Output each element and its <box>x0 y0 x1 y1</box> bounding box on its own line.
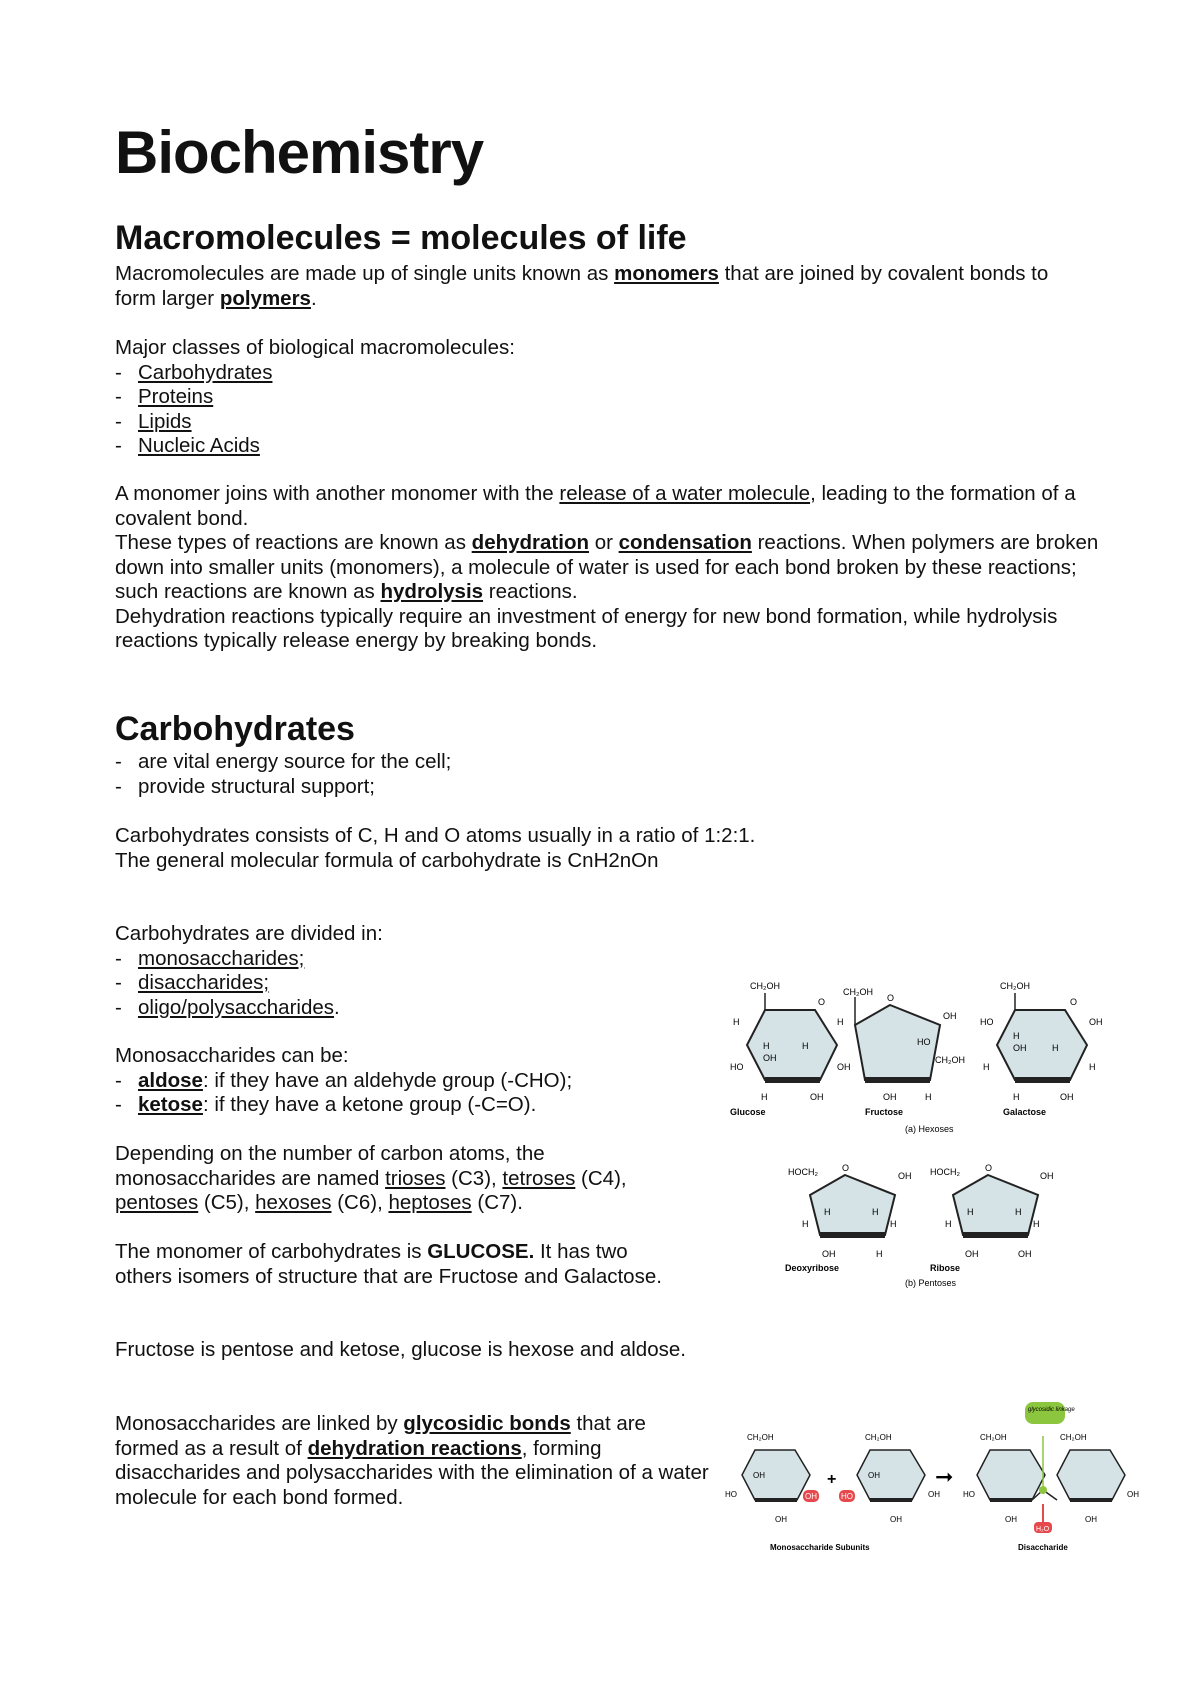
glucose-paragraph: The monomer of carbohydrates is GLUCOSE. It has two others isomers of structure that are Fructose and Galactose. <box>115 1240 662 1288</box>
svg-text:HO: HO <box>963 1490 975 1499</box>
list-item: - are vital energy source for the cell; <box>115 750 451 775</box>
svg-text:OH: OH <box>775 1515 787 1524</box>
svg-text:CH₂OH: CH₂OH <box>843 987 873 997</box>
glucose-label: Glucose <box>730 1107 766 1117</box>
svg-text:OH: OH <box>965 1249 979 1259</box>
svg-text:HO: HO <box>730 1062 744 1072</box>
svg-text:CH₂OH: CH₂OH <box>750 981 780 991</box>
svg-text:OH: OH <box>822 1249 836 1259</box>
list-item: - Lipids <box>115 410 515 435</box>
svg-text:CH₂OH: CH₂OH <box>1060 1433 1087 1442</box>
term-glycosidic-bonds: glycosidic bonds <box>403 1412 571 1435</box>
list-item: - provide structural support; <box>115 775 451 800</box>
list-item: - Nucleic Acids <box>115 434 515 459</box>
list-item: - ketose: if they have a ketone group (-C=O). <box>115 1093 572 1118</box>
svg-text:OH: OH <box>1005 1515 1017 1524</box>
monosaccharide-types: Monosaccharides can be: - aldose: if they have an aldehyde group (-CHO); - ketose: if they have a ketone group (-C=O). <box>115 1044 572 1118</box>
term-monomers: monomers <box>614 262 719 285</box>
svg-text:HO: HO <box>917 1037 931 1047</box>
ribose-label: Ribose <box>930 1263 961 1273</box>
svg-text:OH: OH <box>883 1092 897 1102</box>
reaction-arrow: ➞ <box>935 1464 954 1489</box>
svg-text:H: H <box>733 1017 740 1027</box>
svg-text:HO: HO <box>841 1492 853 1501</box>
macromolecules-intro: Macromolecules are made up of single units known as monomers that are joined by covalent bonds to form larger polymers. <box>115 262 1049 310</box>
svg-text:OH: OH <box>868 1471 880 1480</box>
term-condensation: condensation <box>618 531 752 554</box>
svg-text:O: O <box>985 1163 993 1173</box>
svg-text:OH: OH <box>898 1171 912 1181</box>
svg-text:H: H <box>872 1207 879 1217</box>
pentoses-figure <box>780 1155 1060 1295</box>
disaccharide-figure <box>725 1400 1145 1560</box>
svg-text:OH: OH <box>753 1471 765 1480</box>
hexoses-figure <box>725 975 1145 1135</box>
carbohydrate-composition: Carbohydrates consists of C, H and O atoms usually in a ratio of 1:2:1. The general molecular formula of carbohydrate is CnH2nOn <box>115 824 756 872</box>
svg-text:OH: OH <box>1089 1017 1103 1027</box>
svg-text:H: H <box>876 1249 883 1259</box>
svg-text:O: O <box>1070 997 1078 1007</box>
svg-text:OH: OH <box>1127 1490 1139 1499</box>
classes-title: Major classes of biological macromolecules: <box>115 336 515 359</box>
glucose-structure <box>730 981 851 1117</box>
svg-text:CH₂OH: CH₂OH <box>935 1055 965 1065</box>
svg-text:CH₂OH: CH₂OH <box>747 1433 774 1442</box>
svg-text:H: H <box>1015 1207 1022 1217</box>
svg-text:OH: OH <box>763 1053 777 1063</box>
pentoses-caption: (b) Pentoses <box>905 1278 957 1288</box>
water-label: H₂O <box>1036 1526 1050 1533</box>
svg-text:OH: OH <box>1040 1171 1054 1181</box>
svg-text:CH₂OH: CH₂OH <box>865 1433 892 1442</box>
list-item: - oligo/polysaccharides. <box>115 996 383 1021</box>
ribose-structure <box>930 1163 1054 1273</box>
svg-text:OH: OH <box>1085 1515 1097 1524</box>
term-glucose: GLUCOSE. <box>427 1240 535 1263</box>
hexoses-caption: (a) Hexoses <box>905 1124 954 1134</box>
svg-text:H: H <box>945 1219 952 1229</box>
monosaccharide-2 <box>839 1433 940 1524</box>
svg-text:H: H <box>925 1092 932 1102</box>
svg-text:H: H <box>890 1219 897 1229</box>
svg-text:H: H <box>1033 1219 1040 1229</box>
galactose-structure <box>980 981 1103 1117</box>
svg-text:O: O <box>842 1163 850 1173</box>
fructose-structure <box>843 987 965 1117</box>
term-dehydration-reactions: dehydration reactions <box>307 1436 522 1460</box>
list-item: - aldose: if they have an aldehyde group (-CHO); <box>115 1069 572 1094</box>
term-hydrolysis: hydrolysis <box>380 580 484 603</box>
monomer-paragraph: A monomer joins with another monomer with the release of a water molecule, leading to the formation of a covalent bond. These types of reactions are known as dehydration or condensation reactions. When polymers are broken down into smaller units (monomers), a molecule of water is used for each bond broken by these reactions; such reactions are known as hydrolysis reactions. Dehydration reactions typically require an investment of energy for new bond formation, while hydrolysis reactions typically release energy by breaking bonds. <box>115 482 1099 652</box>
glycosidic-linkage-label: glycosidic linkage <box>1028 1407 1075 1413</box>
monosaccharide-1 <box>725 1433 819 1524</box>
water-release-phrase: release of a water molecule <box>559 482 811 505</box>
svg-text:H: H <box>761 1092 768 1102</box>
disaccharide-label: Disaccharide <box>1018 1543 1068 1552</box>
list-item: - disaccharides; <box>115 971 383 996</box>
svg-text:OH: OH <box>805 1492 817 1501</box>
classes-block <box>115 336 515 459</box>
svg-text:OH: OH <box>1018 1249 1032 1259</box>
classes-list <box>115 361 515 459</box>
svg-text:OH: OH <box>810 1092 824 1102</box>
list-item: - Proteins <box>115 385 515 410</box>
svg-text:OH: OH <box>1060 1092 1074 1102</box>
svg-text:CH₂OH: CH₂OH <box>1000 981 1030 991</box>
carbohydrate-roles <box>115 750 451 799</box>
macromolecules-heading: Macromolecules = molecules of life <box>115 219 687 257</box>
svg-text:H: H <box>967 1207 974 1217</box>
svg-text:H: H <box>763 1041 770 1051</box>
naming-paragraph: Depending on the number of carbon atoms, the monosaccharides are named trioses (C3), tetroses (C4), pentoses (C5), hexoses (C6), heptoses (C7). <box>115 1142 627 1214</box>
plus-sign: + <box>827 1471 837 1488</box>
svg-text:CH₂OH: CH₂OH <box>980 1433 1007 1442</box>
division-block: Carbohydrates are divided in: - monosaccharides; - disaccharides; - oligo/polysaccharides. <box>115 922 383 1020</box>
term-polymers: polymers <box>219 286 311 310</box>
svg-text:O: O <box>887 993 895 1003</box>
svg-text:H: H <box>802 1041 809 1051</box>
carbohydrates-heading: Carbohydrates <box>115 710 355 748</box>
svg-text:H: H <box>983 1062 990 1072</box>
svg-text:H: H <box>1052 1043 1059 1053</box>
svg-text:H: H <box>1013 1092 1020 1102</box>
disaccharide-structure <box>963 1402 1139 1533</box>
page-title: Biochemistry <box>115 119 484 186</box>
svg-text:HO: HO <box>725 1490 737 1499</box>
svg-text:H: H <box>1089 1062 1096 1072</box>
list-item: - monosaccharides; <box>115 947 383 972</box>
svg-text:H: H <box>824 1207 831 1217</box>
svg-text:OH: OH <box>943 1011 957 1021</box>
list-item: - Carbohydrates <box>115 361 515 386</box>
monosaccharide-subunits-label: Monosaccharide Subunits <box>770 1543 870 1552</box>
svg-text:OH: OH <box>890 1515 902 1524</box>
svg-text:H: H <box>1013 1031 1020 1041</box>
deoxyribose-structure <box>785 1163 912 1273</box>
galactose-label: Galactose <box>1003 1107 1047 1117</box>
svg-text:HO: HO <box>980 1017 994 1027</box>
svg-text:O: O <box>818 997 826 1007</box>
svg-text:OH: OH <box>1013 1043 1027 1053</box>
svg-text:H: H <box>802 1219 809 1229</box>
fructose-note: Fructose is pentose and ketose, glucose is hexose and aldose. <box>115 1338 686 1361</box>
term-dehydration: dehydration <box>471 531 589 554</box>
svg-text:H: H <box>837 1017 844 1027</box>
deoxyribose-label: Deoxyribose <box>785 1263 840 1273</box>
svg-text:OH: OH <box>928 1490 940 1499</box>
svg-text:HOCH₂: HOCH₂ <box>788 1167 818 1177</box>
fructose-label: Fructose <box>865 1107 904 1117</box>
glycosidic-paragraph: Monosaccharides are linked by glycosidic bonds that are formed as a result of dehydration reactions, forming disaccharides and polysaccharides with the elimination of a water molecule for each bond formed. <box>115 1412 709 1509</box>
svg-text:HOCH₂: HOCH₂ <box>930 1167 960 1177</box>
svg-text:OH: OH <box>837 1062 851 1072</box>
